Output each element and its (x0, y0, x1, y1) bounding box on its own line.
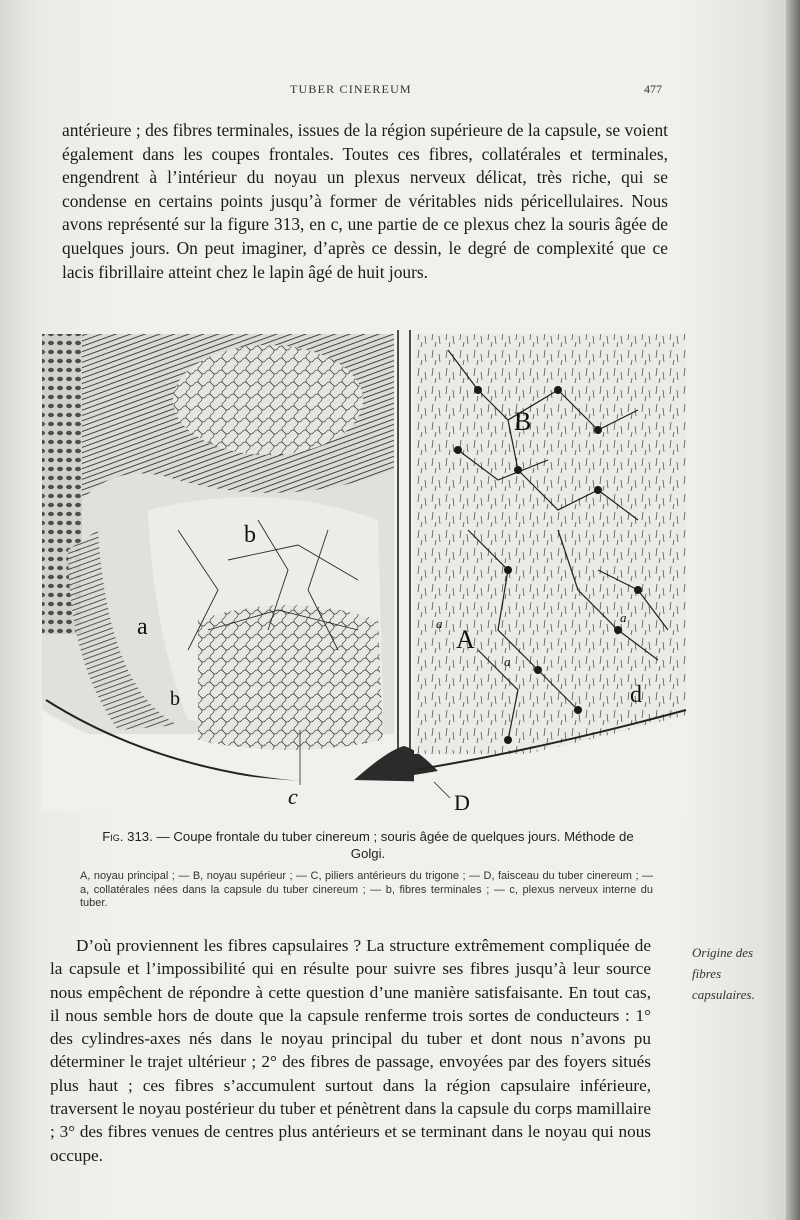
golgi-section-drawing (38, 330, 690, 810)
label-d: d (630, 682, 642, 708)
label-c: c (288, 784, 298, 809)
label-A: A (456, 625, 475, 654)
figure-number: Fig. 313. (102, 829, 153, 844)
body-paragraph-top: antérieure ; des fibres terminales, issues de la région supérieure de la capsule, se voient également dans les coupes frontales. Toutes ces fibres, collatérales et terminales, engendrent à l’intérieur du noyau un plexus nerveux délicat, très riche, qui se condense en certains points jusqu’à former de véritables nids péricellulaires. Nous avons représenté sur la figure 313, en c, une partie de ce plexus chez la souris âgée de quelques jours. On peut imaginer, d’après ce dessin, le degré de complexité que ce lacis fibrillaire atteint chez le lapin âgé de huit jours. (62, 120, 668, 282)
label-B: B (514, 407, 532, 436)
label-a-left: a (137, 614, 148, 640)
label-a-small-1: a (436, 616, 443, 631)
label-b-lower: b (170, 688, 180, 710)
label-a-small-2: a (620, 610, 627, 625)
label-a-small-3: a (504, 654, 511, 669)
binding-edge-shadow (786, 0, 800, 1220)
figure-legend: A, noyau principal ; — B, noyau supérieur ; — C, piliers antérieurs du trigone ; — D, faisceau du tuber cinereum ; — a, collatérales nées dans la capsule du tuber cinereum ; — b, fibres terminales ; — c, plexus nerveux interne du tuber. (80, 870, 653, 910)
body-paragraph-bottom: D’où proviennent les fibres capsulaires ? La structure extrêmement compliquée de la capsule et l’impossibilité qui en résulte pour suivre ses fibres jusqu’à leur source nous empêchent de répondre à cette question d’une manière satisfaisante. En tout cas, il nous semble hors de doute que la capsule renferme trois sortes de conducteurs : 1° des cylindres-axes nés dans le noyau principal du tuber et dont nous n’avons pu déterminer le trajet ultérieur ; 2° des fibres de passage, envoyées par des foyers situés plus haut ; ces fibres s’accumulent surtout dans la région capsulaire inférieure, traversent le noyau postérieur du tuber et pénètrent dans la capsule du corps mamillaire ; 3° des fibres venues de centres plus antérieurs et se terminant dans le noyau qui nous occupe. (50, 936, 651, 1165)
left-half-tuber (42, 334, 394, 810)
label-D: D (454, 790, 470, 810)
label-b-upper: b (244, 522, 256, 548)
running-title: TUBER CINEREUM (290, 82, 412, 96)
right-half-tuber (414, 334, 686, 810)
figure-313 (38, 330, 690, 810)
margin-note: Origine des fibres capsulaires. (692, 945, 755, 1002)
figure-caption (88, 828, 648, 862)
figure-caption-text: — Coupe frontale du tuber cinereum ; souris âgée de quelques jours. Méthode de Golgi. (156, 829, 634, 861)
page-number: 477 (644, 82, 662, 96)
